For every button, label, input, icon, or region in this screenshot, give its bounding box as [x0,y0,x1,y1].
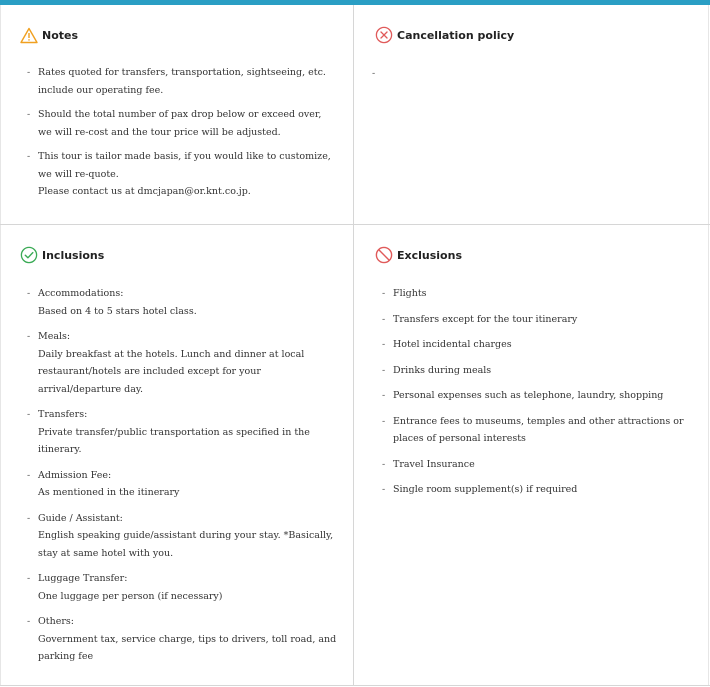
list-item-line: - Guide / Assistant: [38,512,123,524]
right-border [708,5,709,685]
list-item-line: Please contact us at dmcjapan@or.knt.co.jp. [38,186,251,197]
list-item [375,413,705,448]
list-item [20,285,350,320]
list-item-line: - Accommodations: [38,288,124,299]
list-item [20,467,350,502]
cancellation-panel [375,25,695,45]
list-item [375,311,705,329]
list-item-line: - Transfers: [38,409,88,420]
list-item-line: - Travel Insurance [393,458,475,470]
list-item-line: - Single room supplement(s) if required [393,484,578,495]
list-item-line: - Should the total number of pax drop below or exceed over, [38,109,322,120]
list-item [20,613,350,666]
list-item-line: - Hotel incidental charges [393,339,512,350]
list-item-line: - Others: [38,616,74,627]
list-item [20,406,350,459]
list-item [375,362,705,380]
exclusions-heading [375,245,695,265]
list-item-line: include our operating fee. [38,84,164,96]
list-item-line: English speaking guide/assistant during your stay. *Basically, [38,530,334,541]
column-divider [353,5,354,685]
list-item-line: we will re-quote. [38,168,119,180]
list-item [375,387,705,405]
list-item [20,510,350,563]
list-item-line: Daily breakfast at the hotels. Lunch and dinner at local [38,348,305,360]
list-item-line: Private transfer/public transportation as specified in the [38,426,310,438]
top-accent-bar [0,0,710,5]
bottom-border [0,685,710,686]
cancellation-title: Cancellation policy [397,28,515,42]
list-item-line: - Luggage Transfer: [38,573,128,584]
list-item-line: Based on 4 to 5 stars hotel class. [38,305,197,317]
list-item [20,570,350,605]
list-item-line: - Entrance fees to museums, temples and other attractions or [393,415,684,427]
warning-triangle-icon [20,27,38,44]
list-item [375,456,705,474]
list-item-line: itinerary. [38,444,82,455]
notes-heading [20,25,340,45]
list-item [375,336,705,354]
list-item-line: places of personal interests [393,433,526,444]
list-item-line: - This tour is tailor made basis, if you would like to customize, [38,151,331,162]
list-item-line: One luggage per person (if necessary) [38,590,223,602]
list-item [375,481,705,499]
notes-list [20,64,350,208]
list-item-line: Government tax, service charge, tips to drivers, toll road, and [38,633,337,645]
list-item-line: - Rates quoted for transfers, transportation, sightseeing, etc. [38,67,326,78]
list-item-line: arrival/departure day. [38,383,144,395]
list-item-line: parking fee [38,651,94,662]
list-item-line: As mentioned in the itinerary [38,487,180,498]
inclusions-title: Inclusions [42,248,105,262]
list-item-line: we will re-cost and the tour price will be adjusted. [38,126,281,138]
list-item-line: stay at same hotel with you. [38,547,174,559]
list-item [20,106,350,141]
list-item [20,148,350,201]
exclusions-panel [375,245,695,265]
cancellation-heading [375,25,695,45]
inclusions-list [20,285,350,674]
list-item [20,328,350,398]
left-border [0,5,1,685]
list-item-line: - Drinks during meals [393,364,492,376]
list-item [375,285,705,303]
inclusions-heading [20,245,340,265]
notes-panel [20,25,340,45]
list-item [20,64,350,99]
exclusions-list [375,285,705,507]
x-circle-icon [375,26,393,44]
list-item-line: - Personal expenses such as telephone, laundry, shopping [393,390,664,401]
cancellation-content: - [372,68,376,79]
list-item-line: - Transfers except for the tour itinerary [393,313,578,325]
exclusions-title: Exclusions [397,248,462,262]
prohibited-icon [375,246,393,264]
notes-title: Notes [42,28,79,42]
list-item-line: - Flights [393,288,427,299]
check-circle-icon [20,246,38,264]
inclusions-panel [20,245,340,265]
list-item-line: - Admission Fee: [38,469,112,481]
list-item-line: - Meals: [38,331,71,342]
list-item-line: restaurant/hotels are included except for your [38,366,261,377]
row-divider [0,224,710,225]
